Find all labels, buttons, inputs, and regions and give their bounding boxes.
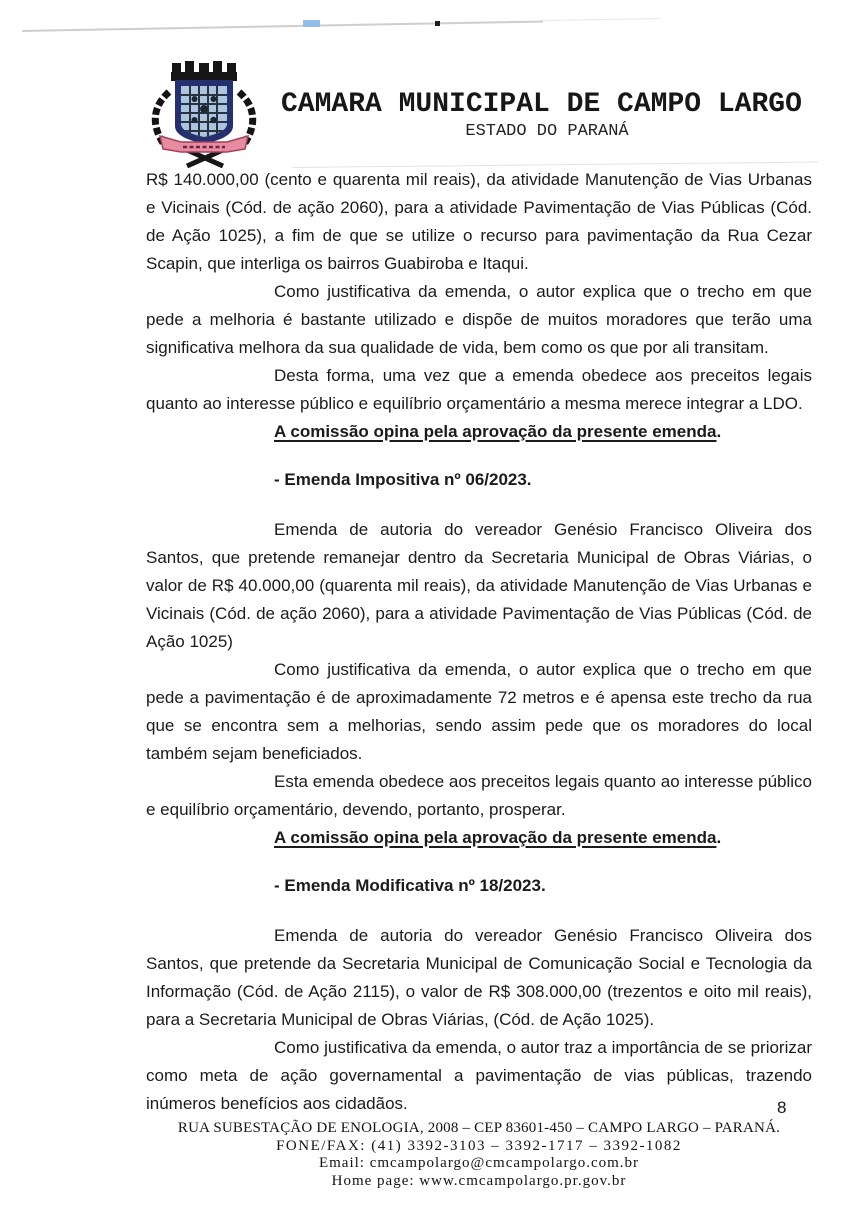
- body-paragraph: Esta emenda obedece aos preceitos legais quanto ao interesse público e equilíbrio orçamentário, devendo, portanto, prosperar.: [146, 772, 812, 819]
- body-paragraph: Desta forma, uma vez que a emenda obedece aos preceitos legais quanto ao interesse público e equilíbrio orçamentário a mesma merece integrar a LDO.: [146, 366, 812, 413]
- document-footer: [146, 1120, 812, 1190]
- org-subtitle: ESTADO DO PARANÁ: [465, 122, 629, 141]
- scan-blue-mark: [303, 20, 320, 27]
- document-body: [146, 166, 812, 1118]
- org-title: CAMARA MUNICIPAL DE CAMPO LARGO: [281, 89, 802, 120]
- body-paragraph: Como justificativa da emenda, o autor traz a importância de se priorizar como meta de ação governamental a pavimentação de vias públicas, trazendo inúmeros benefícios aos cidadãos.: [146, 1038, 812, 1113]
- commission-opinion: [274, 824, 812, 852]
- commission-opinion-text: A comissão opina pela aprovação da presente emenda: [274, 422, 717, 441]
- amendment-heading-impositiva: - Emenda Impositiva nº 06/2023.: [274, 470, 532, 489]
- body-paragraph: Emenda de autoria do vereador Genésio Francisco Oliveira dos Santos, que pretende remanejar dentro da Secretaria Municipal de Obras Viárias, o valor de R$ 40.000,00 (quarenta mil reais), da atividade Manutenção de Vias Urbanas e Vicinais (Cód. de ação 2060), para a atividade Pavimentação de Vias Públicas (Cód. de Ação 1025): [146, 520, 812, 651]
- commission-opinion: [274, 418, 812, 446]
- commission-opinion-text: A comissão opina pela aprovação da presente emenda: [274, 828, 717, 847]
- footer-phone: FONE/FAX: (41) 3392-3103 – 3392-1717 – 3392-1082: [276, 1137, 682, 1154]
- coat-of-arms-icon: [147, 60, 261, 168]
- footer-address: RUA SUBESTAÇÃO DE ENOLOGIA, 2008 – CEP 83601-450 – CAMPO LARGO – PARANÁ.: [177, 1120, 781, 1136]
- body-paragraph: Emenda de autoria do vereador Genésio Francisco Oliveira dos Santos, que pretende da Secretaria Municipal de Comunicação Social e Tecnologia da Informação (Cód. de Ação 2115), o valor de R$ 308.000,00 (trezentos e oito mil reais), para a Secretaria Municipal de Obras Viárias, (Cód. de Ação 1025).: [146, 926, 812, 1029]
- amendment-heading-modificativa: - Emenda Modificativa nº 18/2023.: [274, 876, 546, 895]
- body-paragraph: Como justificativa da emenda, o autor explica que o trecho em que pede a pavimentação é de aproximadamente 72 metros e é apensa este trecho da rua que se encontra sem a melhorias, sendo assim pede que os moradores do local também sejam beneficiados.: [146, 660, 812, 763]
- page-number: 8: [777, 1098, 787, 1117]
- footer-homepage: Home page: www.cmcampolargo.pr.gov.br: [331, 1172, 627, 1189]
- body-paragraph: R$ 140.000,00 (cento e quarenta mil reais), da atividade Manutenção de Vias Urbanas e Vicinais (Cód. de ação 2060), para a atividade Pavimentação de Vias Públicas (Cód. de Ação 1025), a fim de que se utilize o recurso para pavimentação da Rua Cezar Scapin, que interliga os bairros Guabiroba e Itaqui.: [146, 170, 812, 273]
- footer-email: Email: cmcampolargo@cmcampolargo.com.br: [318, 1155, 640, 1171]
- commission-opinion-period: .: [716, 422, 722, 441]
- commission-opinion-period: .: [716, 828, 722, 847]
- scan-edge-line: [22, 20, 543, 31]
- scan-edge-line-tail: [541, 18, 661, 21]
- scan-black-dot: [435, 21, 440, 26]
- body-paragraph: Como justificativa da emenda, o autor explica que o trecho em que pede a melhoria é bastante utilizado e dispõe de muitos moradores que terão uma significativa melhora da sua qualidade de vida, bem como os que por ali transitam.: [146, 282, 812, 357]
